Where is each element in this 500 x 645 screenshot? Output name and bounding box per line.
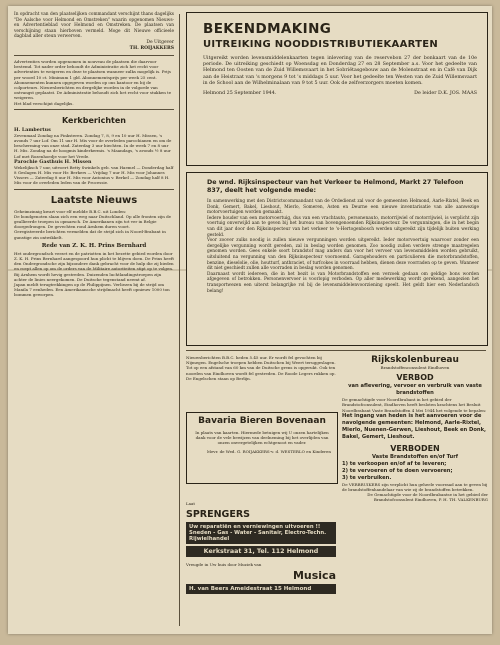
rijkskolen-sign: De Gemachtigde voor de Noordbrabantse in het gebied der Brandstofconsulent Eindhoven, P. H. TH. VALKENBURG (367, 492, 488, 503)
verbod-text: van aflevering, vervoer en verbruik van vaste brandstoffen (348, 383, 482, 397)
advert-rules: Advertenties worden opgenomen in nouveau de plaatsen die daarvoor bestemd. Tot nader order behoudt de Administratie zich het recht voor advertenties te weigeren en deze te plaatsen wanneer zulks mogelijk is. Prijs per woord 10 ct. Minimum 1 gld. Abonnementsprijs per week 25 cent. (14, 58, 171, 80)
divider (14, 109, 174, 110)
intro-sign-role: De Uitgever (146, 39, 174, 45)
verbod-item-2: 2) te vervoeren of te doen vervoeren; (342, 467, 453, 474)
bekendmaking-footer (203, 91, 477, 96)
sprengers-ad (186, 490, 336, 594)
rijksinspecteur-box (186, 172, 488, 346)
bavaria-title: Bavaria Bieren Bovenaan (198, 416, 326, 426)
prince-text: Het ondergrondsch verzet en de patriotten in het bezette gebied worden door Z. K. H. Prins Bernhard aangespoord hun plicht te blijven doen. De Prins heeft den Ondergrondsche zijn bijzondere dank gebracht voor de hulp die zij bieden en roept allen op om de orders van de Militaire autoriteiten stipt op te volgen. (14, 250, 174, 272)
intro-sign-name: TH. ROIJAKKERS (129, 45, 174, 51)
rijkskolen-subtitle: Brandstoffenconsulent Eindhoven (380, 365, 450, 370)
advert-rules-2: Abonnementen kunnen opgegeven worden op ons kantoor en bij de colporteurs. Nieuwsberichten en dergelijke worden in de volgorde van ontvangst geplaatst. De Administratie behoudt zich het recht voor stukken te weigeren. (14, 79, 172, 101)
rijksinspecteur-p3: Voor zoover zulks noodig is zullen nieuwe vergunningen worden uitgereikt. Ieder motorvoertuig waarvoor zonder een dergelijke vergunning wordt gereden, zal in beslag worden genomen. Zoo noodig zullen verdere strenge maatregelen genomen worden. Gees enkele soort brandstof mag anders dan voor het vervoer van levensmiddelen worden gebruikt, uitsluitend na vergunning van den Rijksinspecteur voornoemd. Garagehouders en particulieren die motorbrandstoffen, benzine, dieselolie, olie, houtturf, anthraciet, of turfcokes in voorraad hebben, dienen deze voorraden op te geven. Wanneer dit niet geschiedt zullen alle voorraden in beslag worden genomen. (207, 238, 479, 272)
rijkskolenbureau (342, 355, 488, 503)
verboden-heading: VERBODEN (390, 443, 440, 453)
music-name: Musica (292, 569, 336, 583)
news-text-2: De bondgenoten slaan zich een weg naar Duitschland. Op alle fronten zijn de geallieerde troepen in opmarsch. De Amerikanen zijn tot ver in Belgie doorgedrongen. De gevechten rond Arnhem duren voort. (14, 213, 172, 230)
church-sub-1: H. Lambertus (14, 126, 51, 133)
intro-text: In opdracht van den plaatselijken commandant verschijnt thans dagelijks "De Aalsche voor Helmond en Omstreken" waarin opgenomen Nieuws- en Advertentieblad voor Helmond en Omstreken. De plaatsen van verschijning staan hierboven vermeld. Moge dit Nieuwe officieele dagblad aller steun verwerven. (14, 12, 174, 40)
rijkskolen-text-3: Het ingang van heden is het aanvoeren voor de navolgende gemeenten: Helmond, Aarle-Rixtel, Mierlo, Nuenen-Gerwen, Lieshout, Beek en Donk, Bakel, Gemert, Lieshout. (342, 412, 487, 440)
rijkskolen-text-4: Vaste Brandstoffen en/of Turf (371, 453, 459, 460)
bbc-news-text: Nieuwsberichten B.B.C. heden 5.45 uur. Er wordt fel gevochten bij Nijmegen. Engelsche troepen hebben Duitschen bij Weert teruggeslagen. Tot op een afstand van 60 km van de Duitsche grens is opgerukt. Ook ten noorden van Eindhoven wordt fel gestreden. De Roode Legers rukken op. De Engelschen staan op Berlijn. (186, 355, 336, 381)
sprengers-prefix: Laat (186, 501, 196, 506)
church-heading: Kerkberichten (62, 115, 126, 125)
sprengers-address: Kerkstraat 31, Tel. 112 Helmond (186, 546, 336, 557)
news-text-3: Geregistreerde berichten vermelden dat de strijd zich in Noord-Brabant in gunstige zin ontwikkelt. (14, 229, 166, 240)
church-sub-2: Parochie Gasthuis H. Missen (14, 158, 92, 165)
bbc-news (186, 355, 336, 381)
church-text-1: Zevenmaal Zondag na Pinksteren. Zondag 7, 8, 9 en 10 uur H. Missen, 's avonds 7 uur Lof. Om 11 uur H. Mis voor de overleden parochianen en om de bescherming van onze stad. Zaterdag 3 uur biechten. In de week 7 en 8 uur H. Mis. Zondag na de hoogmis kinderkermis. 's Maandags, 's avonds ½ 8 uur Lof met Rozenhoedje voor het Vrede. (14, 132, 172, 159)
prince-text-3: Japan meldt terugtrekkingen op de Philippijnen. Verliezen bij de strijd om Manila 7 eenheden. Een Amerikaansche strijdmacht heeft opnieuw 1000 ton bommen geworpen. (14, 282, 170, 298)
bavaria-text: In plaats van kaarten. Hiermede betuigen wij U onzen hartelijken dank voor de vele bewijzen van deelneming bij het overlijden van onzen onvergetelijken echtgenoot en vader. (195, 430, 329, 446)
verbod-item-3: 3) te verbruiken. (342, 474, 392, 481)
divider (14, 189, 174, 190)
divider (186, 350, 486, 351)
prince-heading: Rede van Z. K. H. Prins Bernhard (41, 242, 147, 249)
left-column (14, 12, 174, 298)
rijksinspecteur-title: De wnd. Rijksinspecteur van het Verkeer te Helmond, Markt 27 Telefoon 837, deelt het volgende mede: (207, 179, 464, 194)
music-line: Vreugde in Uw huis door Muziek van (186, 562, 262, 567)
rijkskolen-title: Rijkskolenbureau (371, 355, 459, 365)
rijksinspecteur-p1: In samenwerking met den Districtscommandant van de Ordedienst zal voor de gemeenten Helmond, Aarle-Rixtel, Beek en Donk, Gemert, Bakel, Lieshout, Mierlo, Someren, Asten en Deurne een nieuwe inventarisatie van alle aanwezige motorvoertuigen worden gemaakt. (207, 199, 479, 216)
bavaria-box (186, 412, 338, 484)
bavaria-sign: Mevr. de Wed. G. ROIJAKKERS-v. d. WESTERLO en Kinderen (206, 448, 331, 454)
prince-text-2: Bij Arnhem wordt hevig gestreden. Duizenden luchtlandingstroepen zijn achter de linies neergekomen. De Duitsche tegenstand neemt af. (14, 271, 162, 282)
bekendmaking-title: BEKENDMAKING (203, 21, 332, 37)
bekendmaking-box (186, 12, 488, 166)
news-heading: Laatste Nieuws (50, 194, 138, 206)
church-text-2: Wekelijksch 7 uur, uitvoert Betty Swinkels geb. van Haemel — Donderdag half 8 Geslagen H. Mis voor Hr. Berkers — Vrijdag 7 uur H. Mis voor Johannes Vissers — Zaterdag 8 uur H. Mis voor Antonius v. Berkel — Zondag half 8 H. Mis voor de overleden leden van de Processie. (14, 164, 174, 186)
newspaper-page (8, 6, 492, 634)
sprengers-title: SPRENGERS (186, 509, 251, 520)
bekendmaking-sign: De leider D.K. JOS. MAAS (414, 91, 477, 97)
verbod-item-1: 1) te verkoopen en/of af te leveren; (342, 460, 447, 467)
rijksinspecteur-p4: Daarnaast wordt iedereen, die in het bezit is van Motorbrandstoffen een verzoek gedaan om geldige bons worden afgegeven of betrokken. Personenvervoer is voorlopig verboden. Op aller medewerking wordt gerekend, aangezien het transportwezen een uiterst belangrijke rol bij de levensmiddelenvoorziening speelt. Het geldt hier een Nederlandsch belang! (207, 271, 479, 294)
rijkskolen-text-2: De gemachtigde voor Noordbrabant in het gebied der Brandstofconsulent, Eindhoven heeft besloten krachtens het Besluit Noordbrabant Vaste Brandstoffen 4 Mei 1944 het volgende te bepalen: (342, 397, 487, 413)
column-divider (179, 14, 180, 626)
divider (14, 55, 174, 56)
news-text-1: Geheimzinnig kwart voor elf meldde B.B.C. uit Londen: (14, 208, 127, 214)
verbod-heading: VERBOD (396, 373, 434, 383)
bekendmaking-subtitle: UITREIKING NOODDISTRIBUTIEKAARTEN (203, 39, 439, 50)
bekendmaking-body: Uitgereikt worden levensmiddelenkaarten tegen inlevering van de reservebon 27 der bonkaart van de 10e periode. De uitreiking geschiedt op Woensdag en Donderdag 27 en 28 September a.s. Voor het gedeelte van Helmond ten Oosten van de Zuid Willemsvaart in het Sobriëtasgebouw aan de Molenstraat en in Café van Dijk aan de Heistraat van 's morgens 9 tot 's middags 5 uur. Voor het gedeelte ten Westen van de Zuid Willemsvaart in de School aan de Wilhelminalaan van 9 tot 5 uur. Ook de zelfverzorgers moeten komen. (203, 56, 477, 86)
rijkskolen-text-5: De VERBRUIKERS zijn verplicht hun geheele voorraad aan te geven bij de brandstoffenhandelaar van wie zij de brandstoffen betrekken. (342, 481, 488, 493)
sprengers-text: Uw reparatiën en verniewingen uitvoeren !! Sneden - Gas - Water - Sanitair, Electro-Techn. Rijwielhandel (186, 522, 336, 544)
rijksinspecteur-body (207, 199, 479, 294)
music-shop: H. van Beers Ameidestraat 15 Helmond (186, 584, 336, 594)
office-note: Het blad verschijnt dagelijks. (14, 100, 74, 106)
rijksinspecteur-p2: Iedere houder van een motorvoertuig, dus van een vrachtauto, personenauto, motorrijwiel of motorrijwiel, is verplicht zijn voertuig onverwijld aan te geven bij het bureau van bovengenoemden Rijksinspecteur. De vergunningen, die in het begin van dit jaar door den Rijksinspecteur van het verkeer te 's-Hertogenbosch werden uitgereikt zijn tijdelijk buiten werking gesteld. (207, 215, 479, 238)
bekendmaking-date: Helmond 25 September 1944. (203, 91, 277, 97)
